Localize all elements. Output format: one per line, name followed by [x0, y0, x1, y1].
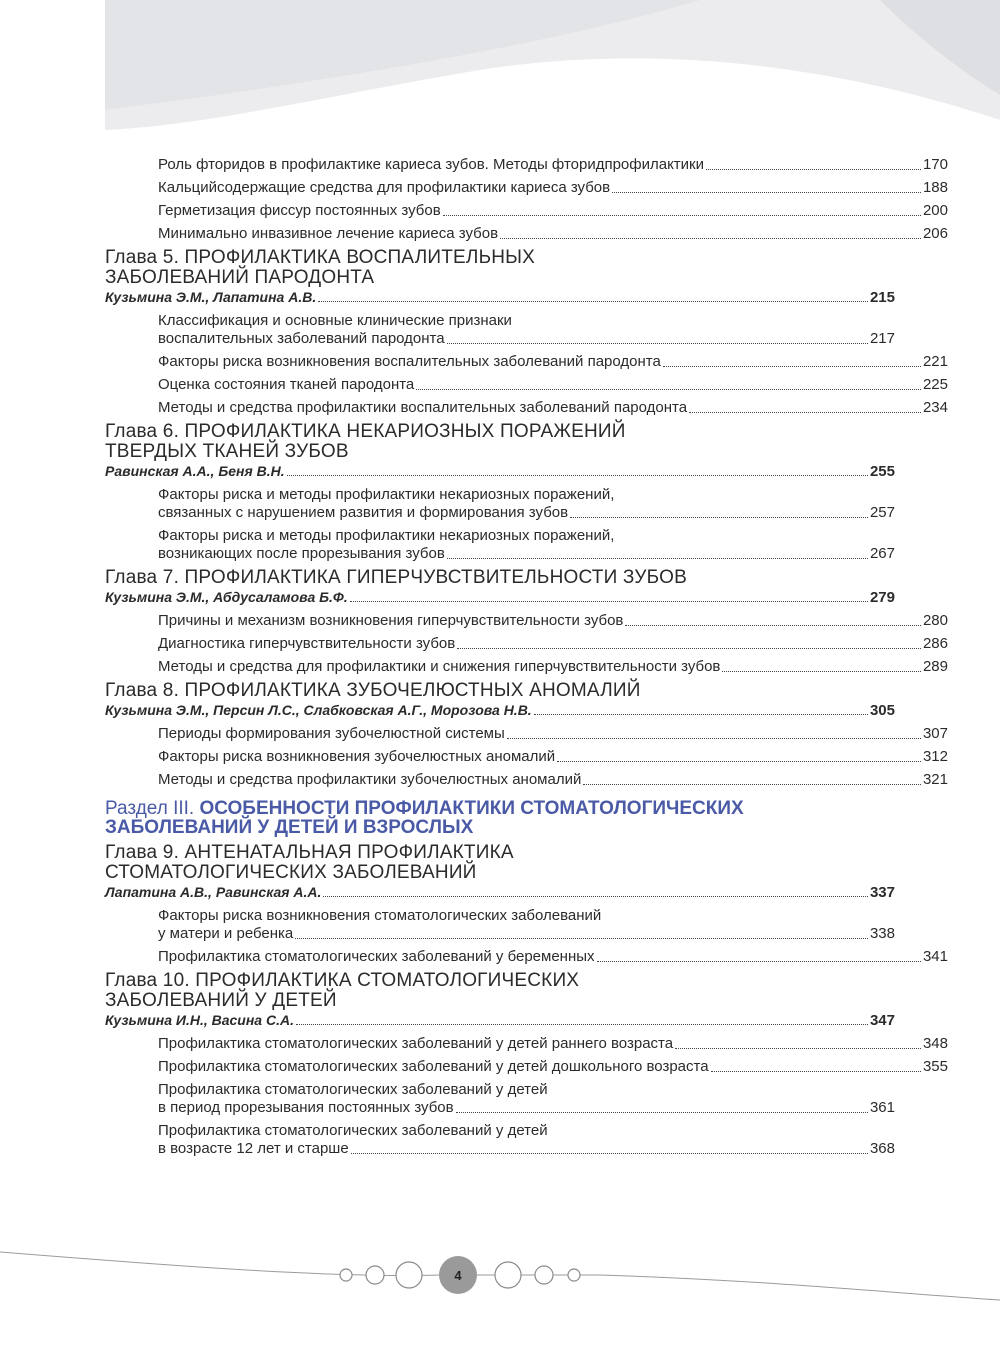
chapter-5-authors[interactable]: Кузьмина Э.М., Лапатина А.В. 215 — [105, 289, 895, 306]
toc-entry[interactable]: Факторы риска возникновения воспалительных заболеваний пародонта 221 — [158, 353, 948, 370]
toc-entry[interactable]: Периоды формирования зубочелюстной системы 307 — [158, 725, 948, 742]
chapter-10-authors[interactable]: Кузьмина И.Н., Васина С.А. 347 — [105, 1012, 895, 1029]
toc-entry[interactable]: Профилактика стоматологических заболеваний у детей дошкольного возраста 355 — [158, 1058, 948, 1075]
chapter-6-authors[interactable]: Равинская А.А., Беня В.Н. 255 — [105, 463, 895, 480]
bottom-decoration — [0, 1230, 1000, 1364]
toc-entry[interactable]: Методы и средства профилактики воспалительных заболеваний пародонта 234 — [158, 399, 948, 416]
chapter-8-title[interactable]: Глава 8. ПРОФИЛАКТИКА ЗУБОЧЕЛЮСТНЫХ АНОМАЛИЙ — [105, 680, 641, 701]
table-of-contents — [105, 156, 948, 1163]
toc-entry[interactable]: Профилактика стоматологических заболеваний у детей в период прорезывания постоянных зубов 361 — [158, 1081, 895, 1116]
toc-entry[interactable]: Факторы риска и методы профилактики некариозных поражений, связанных с нарушением развития и формирования зубов 257 — [158, 486, 895, 521]
chapter-10-title[interactable]: Глава 10. ПРОФИЛАКТИКА СТОМАТОЛОГИЧЕСКИХ ЗАБОЛЕВАНИЙ У ДЕТЕЙ — [105, 970, 580, 1011]
toc-entry[interactable]: Кальцийсодержащие средства для профилактики кариеса зубов 188 — [158, 179, 948, 196]
toc-entry[interactable]: Диагностика гиперчувствительности зубов 286 — [158, 635, 948, 652]
chapter-9-title[interactable]: Глава 9. АНТЕНАТАЛЬНАЯ ПРОФИЛАКТИКА СТОМАТОЛОГИЧЕСКИХ ЗАБОЛЕВАНИЙ — [105, 842, 514, 883]
section-3-title[interactable]: Раздел III. ОСОБЕННОСТИ ПРОФИЛАКТИКИ СТОМАТОЛОГИЧЕСКИХ ЗАБОЛЕВАНИЙ У ДЕТЕЙ И ВЗРОСЛЫХ — [105, 798, 744, 838]
toc-entry[interactable]: Классификация и основные клинические признаки воспалительных заболеваний пародонта 217 — [158, 312, 895, 347]
toc-entry[interactable]: Профилактика стоматологических заболеваний у детей в возрасте 12 лет и старше 368 — [158, 1122, 895, 1157]
toc-entry[interactable]: Методы и средства для профилактики и снижения гиперчувствительности зубов 289 — [158, 658, 948, 675]
toc-entry[interactable]: Факторы риска возникновения зубочелюстных аномалий 312 — [158, 748, 948, 765]
toc-entry[interactable]: Факторы риска и методы профилактики некариозных поражений, возникающих после прорезывания зубов 267 — [158, 527, 895, 562]
chapter-7-authors[interactable]: Кузьмина Э.М., Абдусаламова Б.Ф. 279 — [105, 589, 895, 606]
top-decoration — [0, 0, 1000, 135]
page-number: 4 — [454, 1268, 462, 1283]
chapter-6-title[interactable]: Глава 6. ПРОФИЛАКТИКА НЕКАРИОЗНЫХ ПОРАЖЕНИЙ ТВЕРДЫХ ТКАНЕЙ ЗУБОВ — [105, 421, 626, 462]
chapter-5-title[interactable]: Глава 5. ПРОФИЛАКТИКА ВОСПАЛИТЕЛЬНЫХ ЗАБОЛЕВАНИЙ ПАРОДОНТА — [105, 247, 536, 288]
toc-entry[interactable]: Профилактика стоматологических заболеваний у детей раннего возраста 348 — [158, 1035, 948, 1052]
toc-entry[interactable]: Оценка состояния тканей пародонта 225 — [158, 376, 948, 393]
chapter-9-authors[interactable]: Лапатина А.В., Равинская А.А. 337 — [105, 884, 895, 901]
toc-entry[interactable]: Герметизация фиссур постоянных зубов 200 — [158, 202, 948, 219]
chapter-7-title[interactable]: Глава 7. ПРОФИЛАКТИКА ГИПЕРЧУВСТВИТЕЛЬНОСТИ ЗУБОВ — [105, 567, 687, 588]
toc-entry[interactable]: Профилактика стоматологических заболеваний у беременных 341 — [158, 948, 948, 965]
toc-entry[interactable]: Факторы риска возникновения стоматологических заболеваний у матери и ребенка 338 — [158, 907, 895, 942]
toc-entry[interactable]: Роль фторидов в профилактике кариеса зубов. Методы фторидпрофилактики 170 — [158, 156, 948, 173]
toc-entry[interactable]: Причины и механизм возникновения гиперчувствительности зубов 280 — [158, 612, 948, 629]
chapter-8-authors[interactable]: Кузьмина Э.М., Персин Л.С., Слабковская А.Г., Морозова Н.В. 305 — [105, 702, 895, 719]
toc-entry[interactable]: Методы и средства профилактики зубочелюстных аномалий 321 — [158, 771, 948, 788]
toc-entry[interactable]: Минимально инвазивное лечение кариеса зубов 206 — [158, 225, 948, 242]
